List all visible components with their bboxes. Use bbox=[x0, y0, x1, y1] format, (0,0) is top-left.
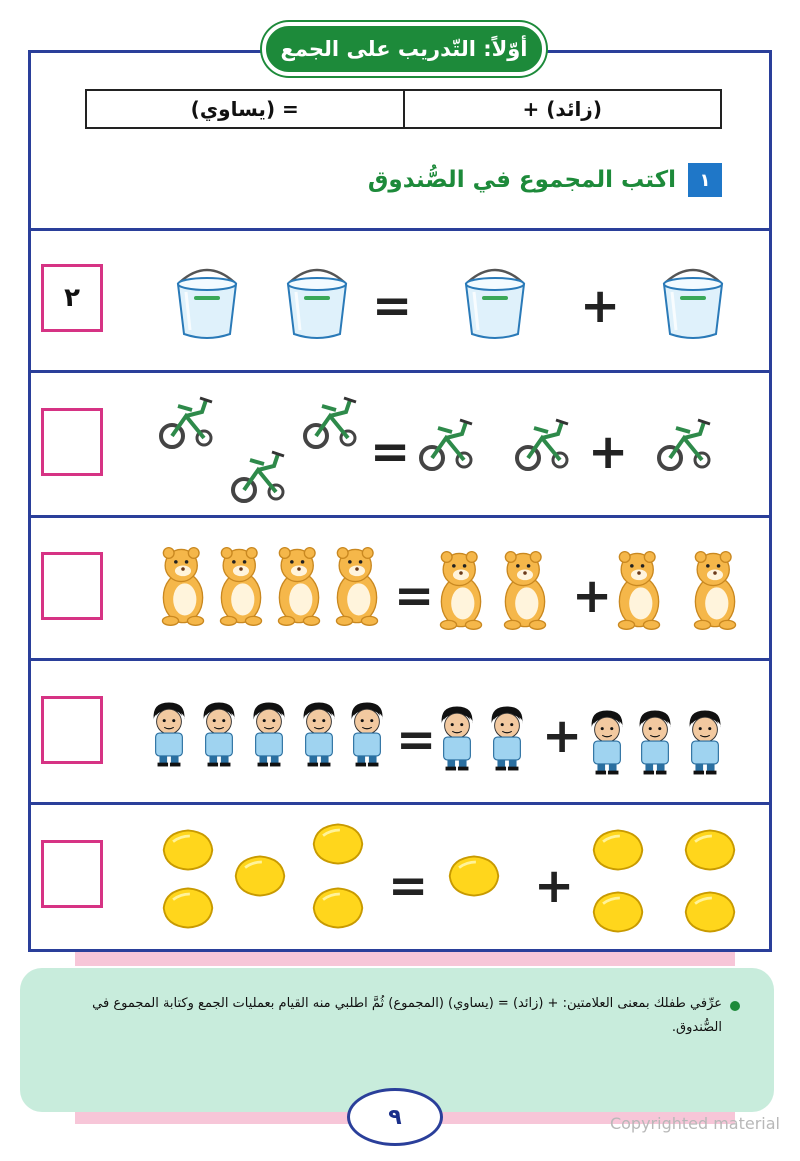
boy-picture bbox=[198, 700, 240, 768]
lemon-picture bbox=[232, 852, 288, 900]
legend-equals: (يساوي) = bbox=[190, 97, 299, 121]
bear-picture bbox=[436, 546, 486, 634]
boy-picture bbox=[634, 708, 676, 776]
answer-box[interactable]: ٢ bbox=[41, 264, 103, 332]
answer-box[interactable] bbox=[41, 696, 103, 764]
equals-sign: = bbox=[388, 858, 429, 914]
symbol-legend bbox=[85, 89, 722, 129]
equals-sign: = bbox=[370, 424, 411, 480]
page-number: ٩ bbox=[347, 1088, 443, 1146]
lemon-picture bbox=[590, 888, 646, 936]
lemon-picture bbox=[310, 820, 366, 868]
bucket-picture bbox=[282, 268, 352, 340]
tricycle-picture bbox=[418, 414, 478, 474]
row-divider bbox=[28, 802, 772, 805]
lemon-picture bbox=[160, 884, 216, 932]
bear-picture bbox=[500, 546, 550, 634]
lemon-picture bbox=[682, 826, 738, 874]
boy-picture bbox=[486, 704, 528, 772]
row-divider bbox=[28, 658, 772, 661]
tricycle-picture bbox=[302, 392, 362, 452]
equals-sign: = bbox=[394, 568, 435, 624]
bear-picture bbox=[158, 542, 208, 630]
bullet-icon bbox=[730, 1001, 740, 1011]
tricycle-picture bbox=[514, 414, 574, 474]
boy-picture bbox=[298, 700, 340, 768]
copyright-watermark: Copyrighted material bbox=[609, 1114, 780, 1133]
instruction bbox=[368, 163, 722, 197]
page-title: أوّلاً: التّدريب على الجمع bbox=[262, 22, 546, 76]
row-divider bbox=[28, 228, 772, 231]
bucket-picture bbox=[460, 268, 530, 340]
boy-picture bbox=[248, 700, 290, 768]
tricycle-picture bbox=[230, 446, 290, 506]
bear-picture bbox=[332, 542, 382, 630]
legend-plus: + (زائد) bbox=[403, 91, 721, 127]
row-divider bbox=[28, 515, 772, 518]
boy-picture bbox=[586, 708, 628, 776]
bear-picture bbox=[690, 546, 740, 634]
boy-picture bbox=[346, 700, 388, 768]
bucket-picture bbox=[172, 268, 242, 340]
answer-box[interactable] bbox=[41, 408, 103, 476]
answer-box[interactable] bbox=[41, 552, 103, 620]
plus-sign: + bbox=[572, 568, 613, 624]
lemon-picture bbox=[682, 888, 738, 936]
lemon-picture bbox=[310, 884, 366, 932]
boy-picture bbox=[436, 704, 478, 772]
bear-picture bbox=[216, 542, 266, 630]
equals-sign: = bbox=[396, 712, 437, 768]
plus-sign: + bbox=[542, 708, 583, 764]
plus-sign: + bbox=[534, 858, 575, 914]
decorative-stripe bbox=[75, 952, 735, 966]
row-divider bbox=[28, 370, 772, 373]
bear-picture bbox=[274, 542, 324, 630]
tricycle-picture bbox=[656, 414, 716, 474]
bucket-picture bbox=[658, 268, 728, 340]
boy-picture bbox=[148, 700, 190, 768]
parent-note-text: عرِّفي طفلك بمعنى العلامتين: + (زائد) = (يساوي) (المجموع) ثُمَّ اطلبي منه القيام بعمليات الجمع وكتابة المجموع في الصُّندوق. bbox=[92, 996, 722, 1035]
lemon-picture bbox=[590, 826, 646, 874]
lemon-picture bbox=[160, 826, 216, 874]
bear-picture bbox=[614, 546, 664, 634]
equals-sign: = bbox=[372, 278, 413, 334]
instruction-number: ١ bbox=[688, 163, 722, 197]
plus-sign: + bbox=[588, 424, 629, 480]
tricycle-picture bbox=[158, 392, 218, 452]
plus-sign: + bbox=[580, 278, 621, 334]
lemon-picture bbox=[446, 852, 502, 900]
answer-box[interactable] bbox=[41, 840, 103, 908]
boy-picture bbox=[684, 708, 726, 776]
instruction-text: اكتب المجموع في الصُّندوق bbox=[367, 167, 676, 193]
